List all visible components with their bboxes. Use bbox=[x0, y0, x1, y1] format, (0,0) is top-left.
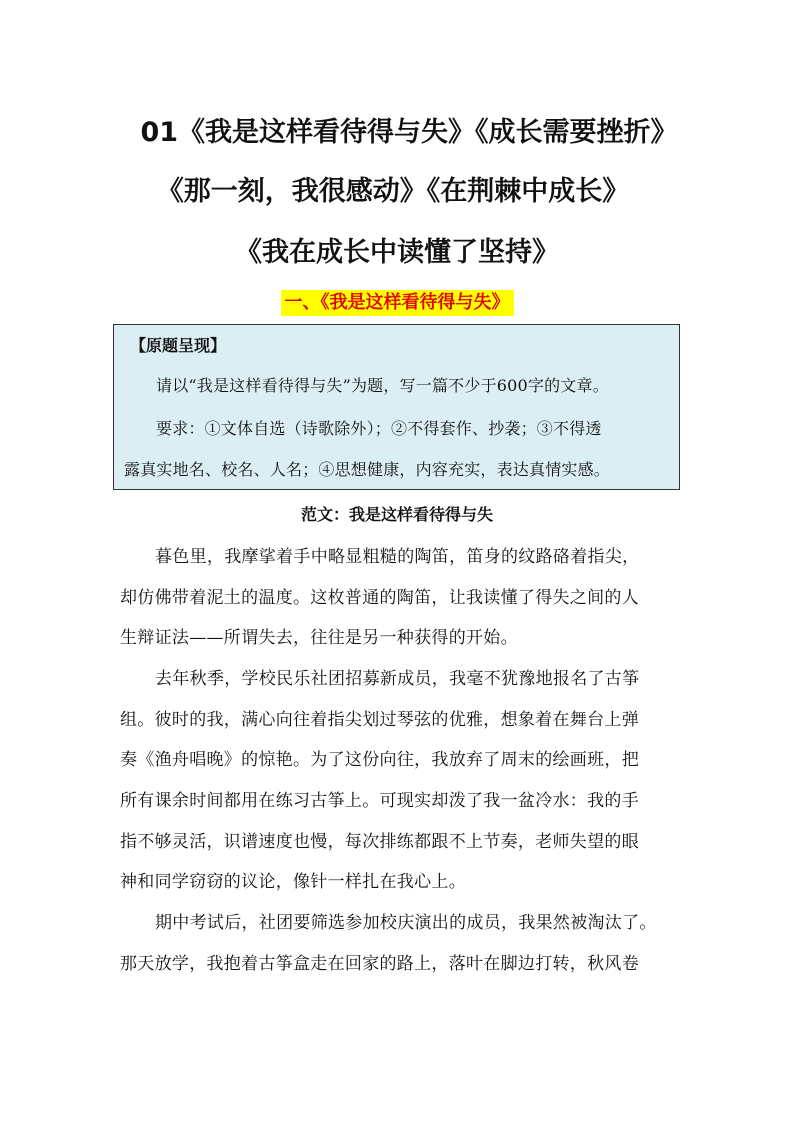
prompt-label: 【原题呈现】 bbox=[130, 336, 227, 355]
document-title-line-1: 01《我是这样看待得与失》《成长需要挫折》 bbox=[140, 117, 678, 148]
document-title-line-3: 《我在成长中读懂了坚持》 bbox=[235, 237, 559, 268]
section-heading bbox=[0, 290, 794, 316]
essay-line: 奏《渔舟唱晚》的惊艳。为了这份向往，我放弃了周末的绘画班，把 bbox=[120, 750, 639, 770]
essay-line: 期中考试后，社团要筛选参加校庆演出的成员，我果然被淘汰了。 bbox=[155, 913, 657, 933]
prompt-line-2: 要求：①文体自选（诗歌除外）；②不得套作、抄袭；③不得透 bbox=[156, 419, 602, 438]
essay-line: 却仿佛带着泥土的温度。这枚普通的陶笛，让我读懂了得失之间的人 bbox=[120, 588, 639, 608]
prompt-box bbox=[113, 324, 680, 490]
document-title-line-2: 《那一刻，我很感动》《在荆棘中成长》 bbox=[156, 176, 630, 207]
essay-line: 生辩证法——所谓失去，往往是另一种获得的开始。 bbox=[120, 628, 518, 648]
essay-title: 范文：我是这样看待得与失 bbox=[300, 505, 493, 524]
essay-line: 所有课余时间都用在练习古筝上。可现实却泼了我一盆冷水：我的手 bbox=[120, 791, 639, 811]
essay-line: 组。彼时的我，满心向往着指尖划过琴弦的优雅，想象着在舞台上弹 bbox=[120, 710, 639, 730]
essay-line: 那天放学，我抱着古筝盒走在回家的路上，落叶在脚边打转，秋风卷 bbox=[120, 954, 639, 974]
section-heading-text: 一、《我是这样看待得与失》 bbox=[281, 290, 514, 316]
prompt-line-1: 请以“我是这样看待得与失”为题，写一篇不少于600字的文章。 bbox=[156, 376, 609, 395]
essay-line: 去年秋季，学校民乐社团招募新成员，我毫不犹豫地报名了古筝 bbox=[155, 669, 640, 689]
essay-line: 指不够灵活，识谱速度也慢，每次排练都跟不上节奏，老师失望的眼 bbox=[120, 832, 639, 852]
prompt-line-3: 露真实地名、校名、人名；④思想健康，内容充实，表达真情实感。 bbox=[124, 460, 611, 479]
essay-line: 暮色里，我摩挲着手中略显粗糙的陶笛，笛身的纹路硌着指尖， bbox=[155, 547, 640, 567]
essay-line: 神和同学窃窃的议论，像针一样扎在我心上。 bbox=[120, 872, 466, 892]
